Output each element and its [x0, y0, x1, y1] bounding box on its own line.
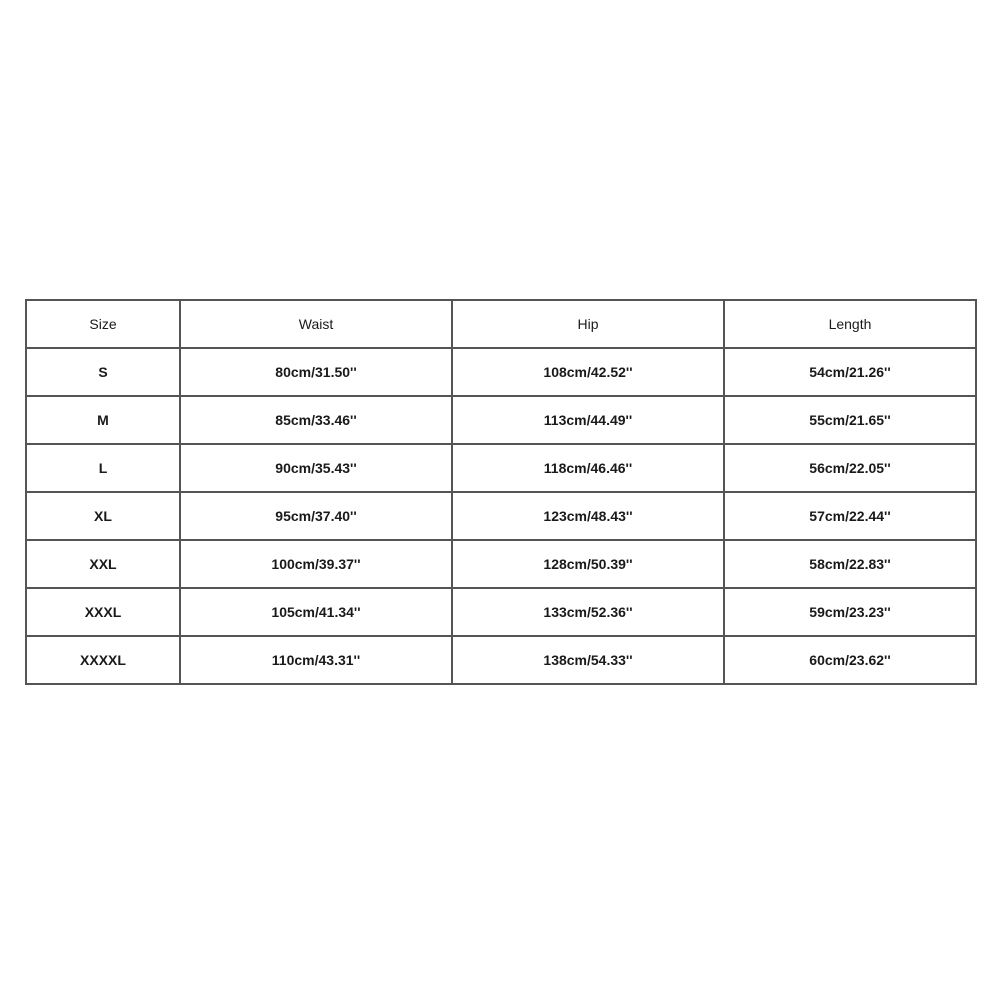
size-chart-table: [25, 299, 977, 685]
cell-waist: 105cm/41.34'': [180, 588, 452, 636]
cell-waist: 80cm/31.50'': [180, 348, 452, 396]
cell-size: S: [26, 348, 180, 396]
cell-waist: 110cm/43.31'': [180, 636, 452, 684]
table-row: [26, 348, 976, 396]
cell-waist: 100cm/39.37'': [180, 540, 452, 588]
cell-length: 59cm/23.23'': [724, 588, 976, 636]
header-row: [26, 300, 976, 348]
cell-length: 55cm/21.65'': [724, 396, 976, 444]
header-hip: Hip: [452, 300, 724, 348]
cell-hip: 133cm/52.36'': [452, 588, 724, 636]
cell-size: XL: [26, 492, 180, 540]
cell-size: XXXXL: [26, 636, 180, 684]
cell-length: 58cm/22.83'': [724, 540, 976, 588]
cell-hip: 123cm/48.43'': [452, 492, 724, 540]
cell-hip: 118cm/46.46'': [452, 444, 724, 492]
cell-waist: 85cm/33.46'': [180, 396, 452, 444]
cell-size: XXXL: [26, 588, 180, 636]
cell-hip: 113cm/44.49'': [452, 396, 724, 444]
cell-waist: 90cm/35.43'': [180, 444, 452, 492]
cell-size: XXL: [26, 540, 180, 588]
cell-length: 54cm/21.26'': [724, 348, 976, 396]
header-waist: Waist: [180, 300, 452, 348]
cell-length: 57cm/22.44'': [724, 492, 976, 540]
cell-size: M: [26, 396, 180, 444]
size-chart-header: [26, 300, 976, 348]
header-size: Size: [26, 300, 180, 348]
cell-hip: 108cm/42.52'': [452, 348, 724, 396]
table-row: [26, 444, 976, 492]
size-chart-body: [26, 348, 976, 684]
table-row: [26, 636, 976, 684]
table-row: [26, 540, 976, 588]
cell-hip: 138cm/54.33'': [452, 636, 724, 684]
header-length: Length: [724, 300, 976, 348]
cell-waist: 95cm/37.40'': [180, 492, 452, 540]
cell-size: L: [26, 444, 180, 492]
cell-length: 56cm/22.05'': [724, 444, 976, 492]
cell-length: 60cm/23.62'': [724, 636, 976, 684]
table-row: [26, 588, 976, 636]
table-row: [26, 396, 976, 444]
cell-hip: 128cm/50.39'': [452, 540, 724, 588]
table-row: [26, 492, 976, 540]
